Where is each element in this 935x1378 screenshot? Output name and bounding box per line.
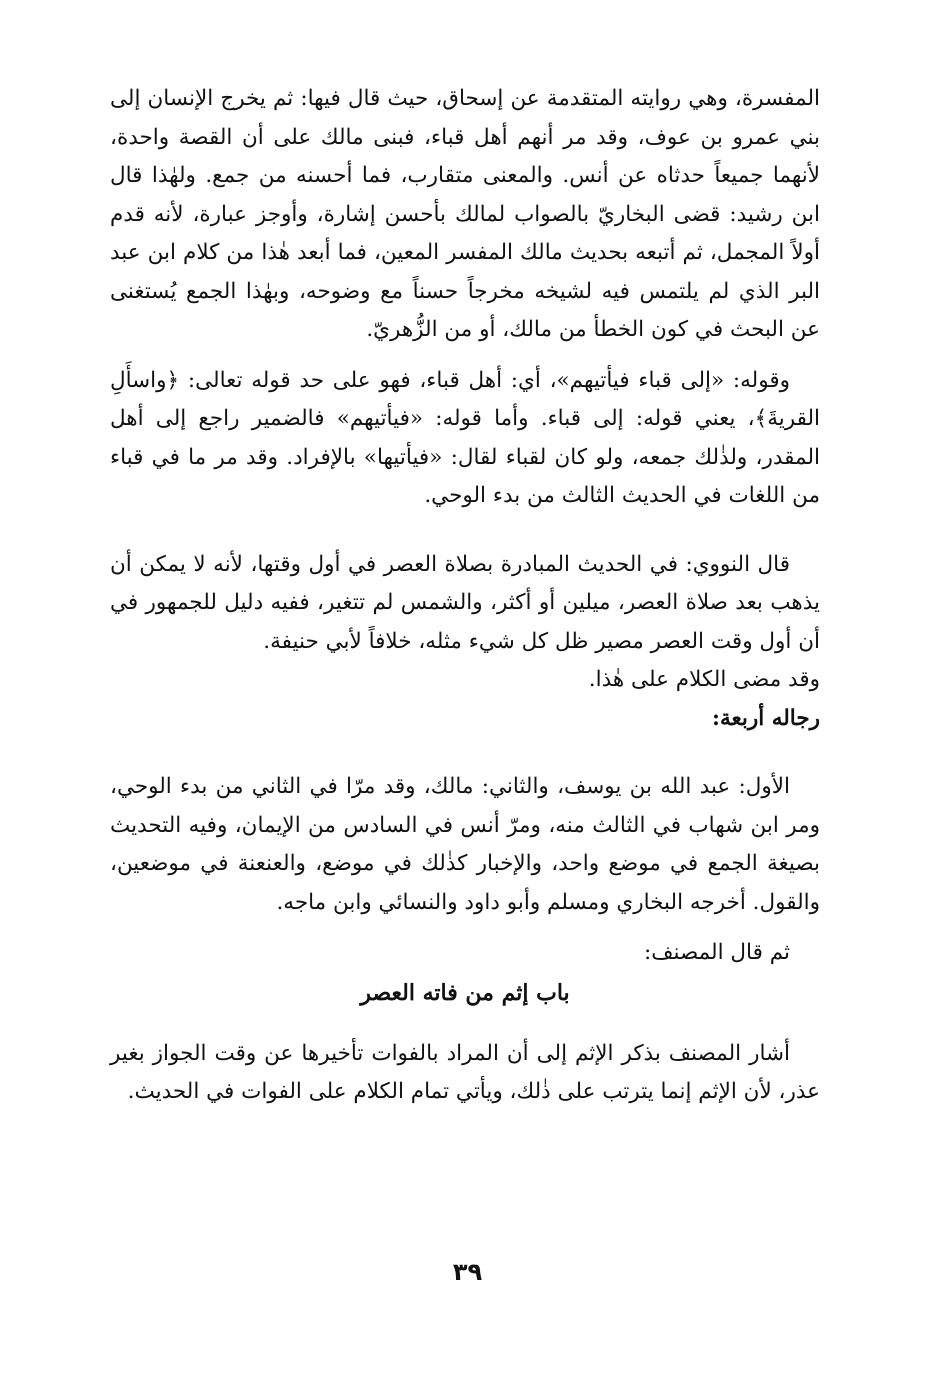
paragraph-nawawi: قال النووي: في الحديث المبادرة بصلاة العصر في أول وقتها، لأنه لا يمكن أن يذهب بعد صلاة العصر، ميلين أو أكثر، والشمس لم تتغير، ففيه دليل للجمهور في أن أول وقت العصر مصير ظل كل شيء مثله، خلافاً لأبي حنيفة. <box>110 551 820 654</box>
page-body <box>110 80 820 1112</box>
narrators-heading: رجاله أربعة: <box>712 705 820 731</box>
paragraph-commentary-1: المفسرة، وهي روايته المتقدمة عن إسحاق، حيث قال فيها: ثم يخرج الإنسان إلى بني عمرو بن عوف، وقد مر أنهم أهل قباء، فبنى مالك على أن القصة واحدة، لأنهما جميعاً حدثاه عن أنس. والمعنى متقارب، فما أحسنه من جمع. ولهٰذا قال ابن رشيد: قضى البخاريّ بالصواب لمالك بأحسن إشارة، وأوجز عبارة، لأنه قدم أولاً المجمل، ثم أتبعه بحديث مالك المفسر المعين، فما أبعد هٰذا من كلام ابن عبد البر الذي لم يلتمس فيه لشيخه مخرجاً حسناً مع وضوحه، وبهٰذا الجمع يُستغنى عن البحث في كون الخطأ من مالك، أو من الزُّهريّ. <box>110 86 820 342</box>
paragraph-chapter-commentary: أشار المصنف بذكر الإثم إلى أن المراد بالفوات تأخيرها عن وقت الجواز بغير عذر، لأن الإثم إنما يترتب على ذٰلك، ويأتي تمام الكلام على الفوات في الحديث. <box>110 1040 820 1104</box>
paragraph-commentary-2: وقوله: «إلى قباء فيأتيهم»، أي: أهل قباء، فهو على حد قوله تعالى: ﴿واسأَلِ القريةَ﴾، يعني قوله: إلى قباء. وأما قوله: «فيأتيهم» فالضمير راجع إلى أهل المقدر، ولذٰلك جمعه، ولو كان لقباء لقال: «فيأتيها» بالإفراد. وقد مر ما في قباء من اللغات في الحديث الثالث من بدء الوحي. <box>110 367 820 508</box>
paragraph-narrators: الأول: عبد الله بن يوسف، والثاني: مالك، وقد مرّا في الثاني من بدء الوحي، ومر ابن شهاب في الثالث منه، ومرّ أنس في السادس من الإيمان، وفيه التحديث بصيغة الجمع في موضع واحد، والإخبار كذٰلك في موضع، والعنعنة في موضعين، والقول. أخرجه البخاري ومسلم وأبو داود والنسائي وابن ماجه. <box>110 774 820 915</box>
author-intro: ثم قال المصنف: <box>644 940 790 965</box>
paragraph-nawawi-note: وقد مضى الكلام على هٰذا. <box>588 667 820 692</box>
page-number: ٣٩ <box>452 1258 483 1286</box>
chapter-title: باب إثم من فاته العصر <box>360 979 570 1006</box>
